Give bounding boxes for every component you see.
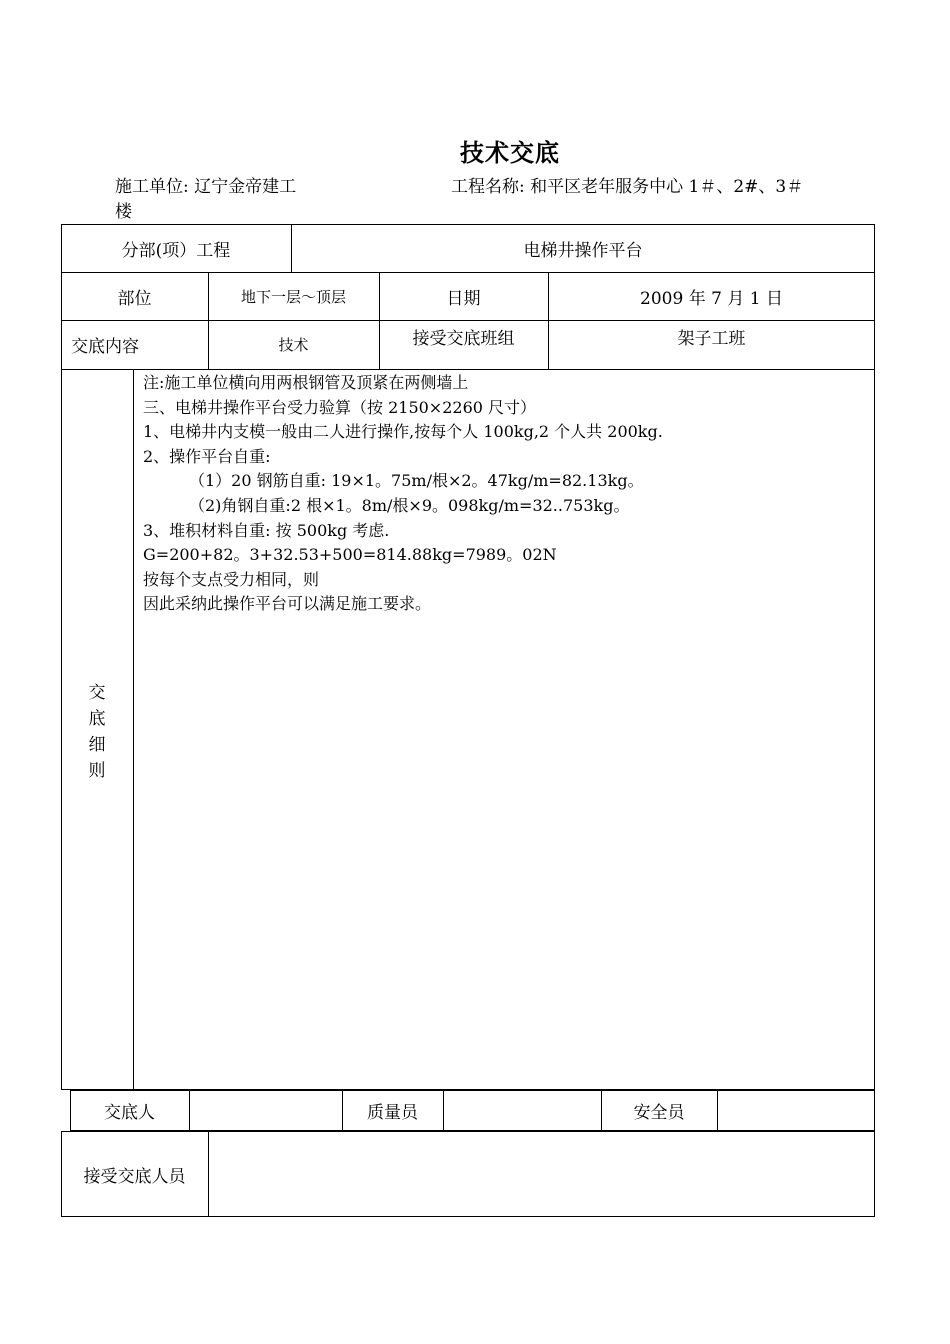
discloser-label: 交底人 [104, 1103, 155, 1123]
receiving-team-label: 接受交底班组 [412, 329, 515, 349]
date-label: 日期 [446, 288, 481, 309]
document-title: 技术交底 [460, 138, 560, 167]
location-label: 部位 [117, 288, 152, 309]
content-label: 交底内容 [71, 337, 139, 357]
project-name-value: 和平区老年服务中心 1＃、2#、3＃ [530, 177, 804, 197]
construction-unit-wrap: 楼 [115, 202, 132, 222]
details-content [143, 371, 663, 617]
details-line: （1）20 钢筋自重: 19×1。75m/根×2。47kg/m=82.13kg。 [189, 471, 644, 491]
receivers-label: 接受交底人员 [83, 1166, 186, 1187]
section-value: 电梯井操作平台 [523, 240, 643, 261]
details-label-char: 交 [88, 683, 106, 703]
details-label-char: 细 [88, 735, 106, 755]
details-line: （2)角钢自重:2 根×1。8m/根×9。098kg/m=32..753kg。 [189, 495, 630, 515]
date-value: 2009 年 7 月 1 日 [640, 288, 783, 309]
section-label: 分部(项）工程 [121, 240, 231, 261]
receiving-team-value: 架子工班 [677, 329, 746, 349]
discloser-field[interactable] [189, 1090, 342, 1131]
safety-label: 安全员 [633, 1103, 685, 1123]
project-name-label: 工程名称: [451, 177, 525, 197]
location-value: 地下一层～顶层 [240, 287, 346, 306]
quality-field[interactable] [443, 1090, 601, 1131]
details-line: 因此采纳此操作平台可以满足施工要求。 [143, 594, 432, 614]
details-line: 3、堆积材料自重: 按 500kg 考虑. [143, 520, 390, 540]
details-label [87, 680, 107, 784]
safety-field[interactable] [717, 1090, 875, 1131]
construction-unit-value: 辽宁金帝建工 [194, 177, 297, 197]
details-line: 按每个支点受力相同，则 [143, 569, 320, 589]
details-line: G=200+82。3+32.53+500=814.88kg=7989。02N [143, 545, 557, 565]
details-line: 三、电梯井操作平台受力验算（按 2150×2260 尺寸） [143, 397, 537, 417]
content-value: 技术 [278, 336, 309, 354]
project-name [451, 176, 803, 198]
receivers-field[interactable] [208, 1131, 875, 1217]
construction-unit [115, 176, 296, 198]
details-label-char: 底 [88, 709, 106, 729]
details-label-char: 则 [88, 761, 106, 781]
details-line: 注:施工单位横向用两根钢管及顶紧在两侧墙上 [143, 373, 469, 392]
construction-unit-label: 施工单位: [115, 177, 189, 197]
details-line: 1、电梯井内支模一般由二人进行操作,按每个人 100kg,2 个人共 200kg. [143, 422, 663, 442]
quality-label: 质量员 [367, 1103, 418, 1123]
details-line: 2、操作平台自重: [143, 446, 271, 466]
